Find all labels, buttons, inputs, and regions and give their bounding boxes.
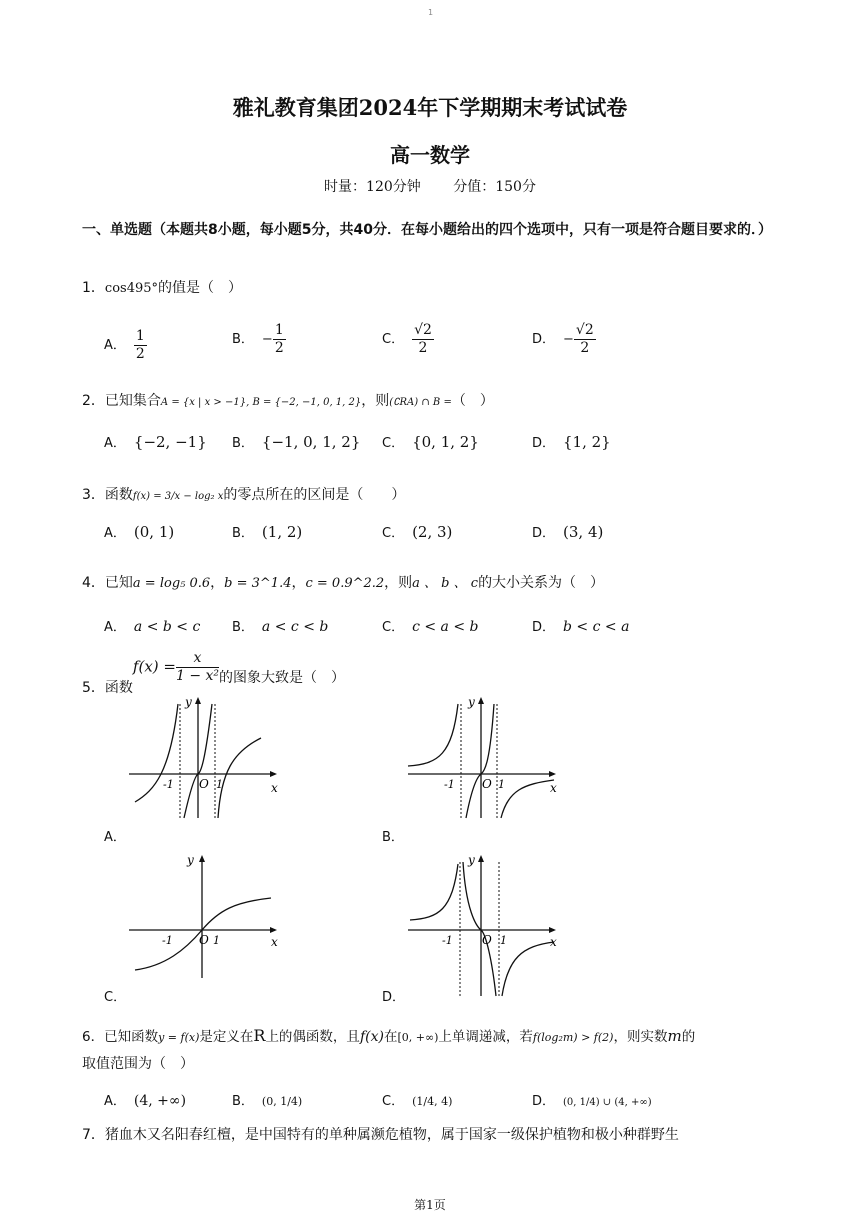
question-number: 7． [82, 1127, 105, 1143]
graph-c [125, 850, 285, 980]
fraction [412, 322, 434, 357]
option-label: D． [532, 1094, 556, 1109]
graph-b [404, 692, 564, 820]
x-axis-label: x [550, 781, 557, 795]
q6-text: 在 [383, 1029, 398, 1045]
exam-subject: 高一数学 [390, 143, 470, 167]
sign: − [563, 332, 574, 347]
numerator: √2 [575, 322, 594, 338]
option-value: a < c < b [261, 619, 329, 635]
option-label: C． [382, 436, 405, 451]
option-label: D． [532, 332, 556, 347]
q6-fx: f(x) [359, 1029, 384, 1045]
q2-option-c [382, 432, 479, 451]
page-mark: 1 [428, 8, 434, 17]
q6-inequality: f(log₂m) > f(2) [532, 1031, 614, 1044]
y-axis-label: y [468, 853, 475, 867]
q4-option-c [382, 616, 479, 635]
numerator: 1 [135, 328, 145, 344]
question-3 [82, 484, 405, 504]
q1-option-a [104, 328, 147, 363]
y-axis-label: y [187, 853, 194, 867]
q2-sets: A = {x | x > −1}, B = {−2, −1, 0, 1, 2} [160, 397, 362, 408]
q6-text: 上单调递减，若 [438, 1029, 533, 1045]
option-value: (3, 4) [563, 523, 604, 541]
q6-option-a [104, 1090, 186, 1109]
q6-reals: R [253, 1026, 266, 1045]
q4-c: c = 0.9^2.2 [305, 576, 385, 591]
x-axis-label: x [550, 935, 557, 949]
option-label: D． [532, 620, 556, 635]
q6-option-b [232, 1090, 302, 1109]
q4-vars: a 、 b 、 c [412, 576, 479, 591]
option-label: C． [382, 332, 405, 347]
q6-option-d [532, 1090, 652, 1109]
q5-option-d: D． [382, 990, 406, 1005]
exam-title: 雅礼教育集团2024年下学期期末考试试卷 [232, 95, 628, 120]
numerator: 1 [274, 322, 284, 338]
option-value: {−2, −1} [133, 433, 207, 451]
q5-option-c: C． [104, 990, 127, 1005]
q6-function: y = f(x) [158, 1031, 200, 1044]
option-value: {−1, 0, 1, 2} [261, 433, 361, 451]
y-axis-label: y [468, 695, 475, 709]
option-label: A． [104, 526, 126, 541]
q2-expression: (∁RA) ∩ B = [389, 397, 452, 408]
numerator: x [176, 650, 219, 668]
tick-neg1: -1 [162, 934, 173, 947]
x-axis-label: x [271, 781, 278, 795]
page-footer: 第1页 [414, 1198, 446, 1212]
origin-label: O [199, 933, 209, 947]
q3-option-b [232, 522, 302, 541]
section-heading: 一、单选题（本题共8小题，每小题5分，共40分．在每小题给出的四个选项中，只有一项是符合题目要求的．） [82, 222, 772, 238]
denominator: 2 [580, 340, 590, 356]
q5-post: 的图象大致是（ ） [219, 669, 346, 686]
q4-post: ，则 [384, 575, 413, 591]
fraction [273, 322, 286, 357]
question-1 [82, 277, 242, 297]
q4-pre: 已知 [104, 575, 133, 591]
question-number: 2． [82, 393, 105, 409]
question-number: 5． [82, 679, 105, 696]
option-value: {0, 1, 2} [412, 433, 479, 451]
question-6 [82, 1025, 695, 1045]
option-value: c < a < b [412, 619, 479, 635]
q1-option-c [382, 322, 434, 357]
denominator: 2 [274, 340, 284, 356]
fraction [176, 650, 219, 685]
question-7 [82, 1124, 679, 1144]
question-2 [82, 390, 494, 410]
q2-mid: ，则 [361, 393, 390, 409]
option-value: (2, 3) [412, 523, 453, 541]
option-label: C． [382, 620, 405, 635]
graph-a [125, 692, 285, 820]
question-5 [82, 650, 346, 696]
q1-option-b [232, 322, 286, 357]
time-label: 时量：120分钟 [324, 179, 421, 195]
q6-text: 的 [681, 1029, 696, 1045]
question-number: 1． [82, 280, 105, 296]
tick-neg1: -1 [163, 778, 174, 791]
denominator: 2 [418, 340, 428, 356]
tick-1: 1 [216, 778, 223, 791]
q4-a: a = log₅ 0.6 [132, 576, 211, 591]
x-axis-label: x [271, 935, 278, 949]
option-label: A． [104, 1094, 126, 1109]
tick-1: 1 [213, 934, 220, 947]
origin-label: O [482, 777, 492, 791]
q1-text: 的值是（ ） [158, 280, 243, 296]
q2-post: （ ） [451, 393, 494, 409]
origin-label: O [482, 933, 492, 947]
y-axis-label: y [185, 695, 192, 709]
q2-option-d [532, 432, 611, 451]
option-value: (4, +∞) [133, 1093, 187, 1109]
option-label: A． [104, 338, 126, 353]
q3-function: f(x) = 3/x − log₂ x [132, 491, 224, 502]
q4-option-a [104, 616, 200, 635]
q5-option-a: A． [104, 830, 126, 845]
option-value: (1/4, 4) [412, 1095, 453, 1108]
q6-interval: [0, +∞) [397, 1031, 439, 1044]
q4-option-b [232, 616, 328, 635]
tick-1: 1 [500, 934, 507, 947]
question-number: 4． [82, 575, 105, 591]
q3-pre: 函数 [104, 487, 133, 503]
option-label: A． [104, 436, 126, 451]
option-label: C． [382, 1094, 405, 1109]
option-label: D． [532, 436, 556, 451]
option-label: B． [232, 526, 254, 541]
exam-info [0, 176, 860, 196]
q6-text: 上的偶函数，且 [265, 1029, 360, 1045]
fraction [134, 328, 147, 363]
q1-expression: cos495° [104, 281, 159, 296]
question-6-line2: 取值范围为（ ） [82, 1056, 194, 1072]
option-value: {1, 2} [563, 433, 611, 451]
question-4 [82, 572, 604, 592]
option-value: (0, 1/4) ∪ (4, +∞) [563, 1097, 652, 1108]
option-label: B． [232, 620, 254, 635]
option-value: (0, 1) [133, 523, 175, 541]
tick-neg1: -1 [444, 778, 455, 791]
denominator: 2 [135, 346, 145, 362]
sign: − [261, 332, 273, 347]
option-value: (0, 1/4) [261, 1095, 303, 1108]
q2-option-b [232, 432, 360, 451]
comma: ， [291, 575, 306, 591]
q3-option-d [532, 522, 603, 541]
option-label: B． [232, 332, 254, 347]
origin-label: O [199, 777, 209, 791]
option-label: C． [382, 526, 405, 541]
q6-option-c [382, 1090, 452, 1109]
q5-option-b: B． [382, 830, 404, 845]
q2-pre: 已知集合 [104, 393, 161, 409]
option-label: D． [532, 526, 556, 541]
q6-pre: 已知函数 [104, 1029, 159, 1045]
option-value: a < b < c [133, 619, 201, 635]
q6-text: ，则实数 [613, 1029, 668, 1045]
tick-neg1: -1 [442, 934, 453, 947]
q4-option-d [532, 616, 629, 635]
q3-post: 的零点所在的区间是（ ） [223, 487, 406, 503]
option-label: B． [232, 436, 254, 451]
q7-text: 猪血木又名阳春红檀，是中国特有的单种属濒危植物，属于国家一级保护植物和极小种群野生 [104, 1127, 679, 1143]
q5-pre: 函数 [104, 679, 133, 696]
option-value: b < c < a [563, 619, 630, 635]
q6-m: m [667, 1027, 682, 1045]
score-label: 分值：150分 [453, 179, 536, 195]
q6-text: 是定义在 [199, 1029, 254, 1045]
tick-1: 1 [498, 778, 505, 791]
q4-end: 的大小关系为（ ） [478, 575, 605, 591]
graph-d [404, 850, 564, 1000]
comma: ， [210, 575, 225, 591]
q1-option-d [532, 322, 596, 357]
q3-option-c [382, 522, 452, 541]
fraction [574, 322, 596, 357]
question-number: 6． [82, 1029, 105, 1045]
option-label: B． [232, 1094, 254, 1109]
numerator: √2 [414, 322, 432, 338]
question-number: 3． [82, 487, 105, 503]
denominator: 1 − x² [175, 668, 220, 684]
q3-option-a [104, 522, 174, 541]
q4-b: b = 3^1.4 [224, 576, 292, 591]
option-label: A． [104, 620, 126, 635]
q5-fx: f(x) = [132, 657, 176, 676]
option-value: (1, 2) [261, 523, 303, 541]
q2-option-a [104, 432, 207, 451]
